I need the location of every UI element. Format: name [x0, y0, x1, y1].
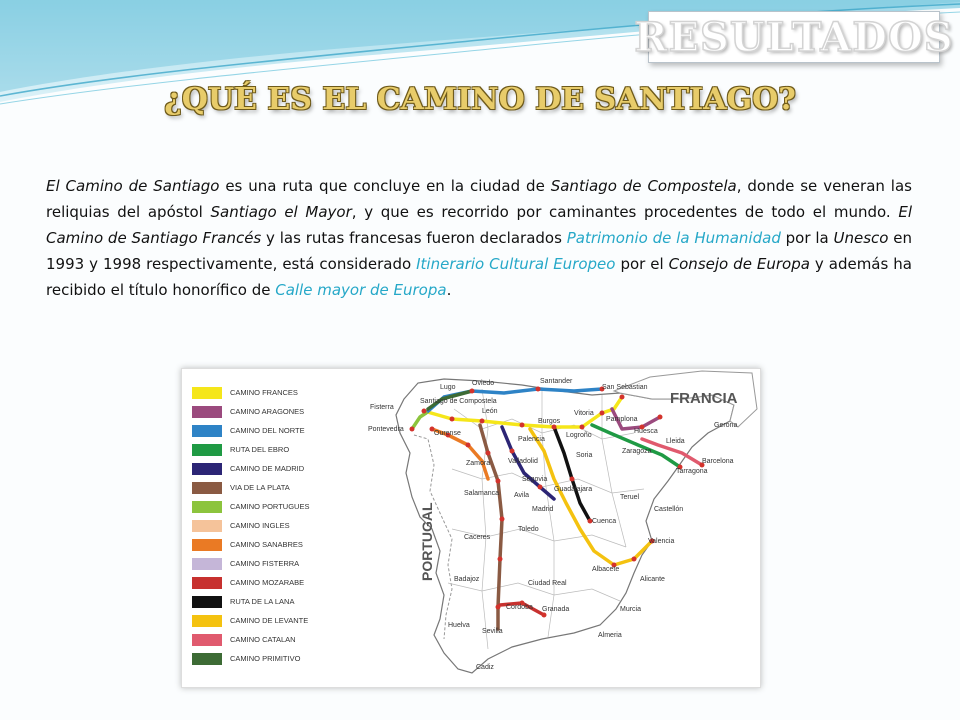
text-itinerario-cultural: Itinerario Cultural Europeo — [416, 255, 616, 273]
legend-item — [192, 611, 352, 630]
legend-swatch — [192, 463, 222, 475]
city-avila: Avila — [514, 492, 530, 499]
legend-swatch — [192, 520, 222, 532]
city-guadalajara: Guadalajara — [554, 486, 593, 493]
city-gerona: Gerona — [714, 422, 738, 429]
city-oviedo: Oviedo — [472, 380, 495, 387]
results-box — [634, 11, 954, 63]
text-segment: por la — [780, 229, 834, 247]
text-camino-frances: El Camino de Santiago Francés — [46, 203, 912, 247]
text-patrimonio-humanidad: Patrimonio de la Humanidad — [566, 229, 781, 247]
city-leon: León — [482, 408, 498, 415]
city-sevilla: Sevilla — [482, 628, 503, 635]
legend-swatch — [192, 387, 222, 399]
legend-label: CAMINO FRANCES — [230, 388, 298, 397]
legend-item — [192, 440, 352, 459]
city-ourense: Ourense — [434, 430, 461, 437]
text-segment: en 1993 y 1998 respectivamente, está considerado — [46, 229, 912, 273]
city-teruel: Teruel — [620, 494, 640, 501]
camino-map — [181, 368, 761, 688]
legend-item — [192, 630, 352, 649]
city-almeria: Almeria — [598, 632, 622, 639]
city-badajoz: Badajoz — [454, 576, 480, 583]
legend-item — [192, 421, 352, 440]
city-vitoria: Vitoria — [574, 410, 594, 417]
legend-label: RUTA DE LA LANA — [230, 597, 295, 606]
text-camino-santiago: El Camino de Santiago — [46, 177, 220, 195]
text-segment: y las rutas francesas fueron declarados — [261, 229, 567, 247]
city-cuenca: Cuenca — [592, 518, 617, 525]
text-segment: . — [446, 281, 452, 299]
legend-item — [192, 383, 352, 402]
text-segment: , y que es recorrido por caminantes procedentes de todo el mundo. — [351, 203, 899, 221]
legend-label: RUTA DEL EBRO — [230, 445, 290, 454]
text-santiago-mayor: Santiago el Mayor — [210, 203, 352, 221]
city-barcelona: Barcelona — [702, 458, 734, 465]
legend-label: CAMINO MOZARABE — [230, 578, 305, 587]
city-granada: Granada — [542, 606, 570, 613]
legend-label: CAMINO DEL NORTE — [230, 426, 305, 435]
portugal-label: PORTUGAL — [419, 502, 435, 581]
legend-swatch — [192, 634, 222, 646]
city-ciudad-real: Ciudad Real — [528, 580, 567, 587]
legend-label: VIA DE LA PLATA — [230, 483, 290, 492]
city-pontevedra: Pontevedra — [368, 426, 404, 433]
text-segment: , donde se veneran las reliquias del apóstol — [46, 177, 912, 221]
legend-label: CAMINO CATALAN — [230, 635, 296, 644]
legend-item — [192, 402, 352, 421]
legend-swatch — [192, 406, 222, 418]
legend-swatch — [192, 425, 222, 437]
text-consejo-europa: Consejo de Europa — [668, 255, 810, 273]
city-soria: Soria — [576, 452, 593, 459]
intro-paragraph — [46, 173, 912, 303]
legend-item — [192, 535, 352, 554]
city-lugo: Lugo — [440, 384, 456, 391]
city-santander: Santander — [540, 378, 573, 385]
legend-swatch — [192, 596, 222, 608]
city-zaragoza: Zaragoza — [622, 448, 652, 455]
city-caceres: Caceres — [464, 534, 491, 541]
city-palencia: Palencia — [518, 436, 545, 443]
text-segment: por el — [615, 255, 669, 273]
text-santiago-compostela: Santiago de Compostela — [550, 177, 737, 195]
city-lleida: Lleida — [666, 438, 685, 445]
city-tarragona: Tarragona — [676, 468, 708, 475]
legend-swatch — [192, 653, 222, 665]
legend-label: CAMINO ARAGONES — [230, 407, 305, 416]
text-segment: es una ruta que concluye en la ciudad de — [219, 177, 551, 195]
city-toledo: Toledo — [518, 526, 539, 533]
legend-label: CAMINO PORTUGUES — [230, 502, 310, 511]
city-salamanca: Salamanca — [464, 490, 500, 497]
city-segovia: Segovia — [522, 476, 548, 483]
city-burgos: Burgos — [538, 418, 561, 425]
city-cordoba: Cordoba — [506, 604, 533, 611]
city-huelva: Huelva — [448, 622, 470, 629]
legend-label: CAMINO INGLES — [230, 521, 290, 530]
city-fisterra: Fisterra — [370, 404, 394, 411]
legend-swatch — [192, 577, 222, 589]
legend-item — [192, 554, 352, 573]
legend-item — [192, 516, 352, 535]
legend-item — [192, 459, 352, 478]
city-valladolid: Valladolid — [508, 458, 538, 465]
legend-item — [192, 478, 352, 497]
city-logrono: Logroño — [566, 432, 592, 439]
france-label: FRANCIA — [670, 390, 738, 407]
city-zamora: Zamora — [466, 460, 491, 467]
peninsula-outline — [396, 379, 734, 673]
legend-item — [192, 649, 352, 668]
city-pamplona: Pamplona — [606, 416, 638, 423]
legend-swatch — [192, 539, 222, 551]
text-unesco: Unesco — [833, 229, 889, 247]
city-castellon: Castellón — [654, 506, 684, 513]
city-murcia: Murcia — [620, 606, 642, 613]
city-alicante: Alicante — [640, 576, 665, 583]
legend-label: CAMINO SANABRES — [230, 540, 303, 549]
results-label: RESULTADOS — [634, 13, 954, 61]
legend-swatch — [192, 558, 222, 570]
legend-swatch — [192, 482, 222, 494]
text-segment: y además ha recibido el título honorífico de — [46, 255, 912, 299]
legend-item — [192, 573, 352, 592]
legend-item — [192, 592, 352, 611]
slide-title: ¿QUÉ ES EL CAMINO DE SANTIAGO? — [164, 82, 796, 117]
city-valencia: Valencia — [648, 538, 675, 545]
city-albacete: Albacete — [592, 566, 620, 573]
city-madrid: Madrid — [532, 506, 554, 513]
legend-swatch — [192, 615, 222, 627]
legend-label: CAMINO DE LEVANTE — [230, 616, 309, 625]
city-huesca: Huesca — [634, 428, 658, 435]
legend-item — [192, 497, 352, 516]
legend-label: CAMINO DE MADRID — [230, 464, 305, 473]
legend-swatch — [192, 444, 222, 456]
legend-label: CAMINO FISTERRA — [230, 559, 300, 568]
text-calle-mayor: Calle mayor de Europa — [275, 281, 447, 299]
city-santiago: Santiago de Compostela — [420, 398, 497, 405]
legend-swatch — [192, 501, 222, 513]
legend-label: CAMINO PRIMITIVO — [230, 654, 301, 663]
map-legend — [192, 383, 352, 668]
city-san-sebastian: San Sebastian — [602, 384, 648, 391]
city-cadiz: Cadiz — [476, 664, 494, 671]
